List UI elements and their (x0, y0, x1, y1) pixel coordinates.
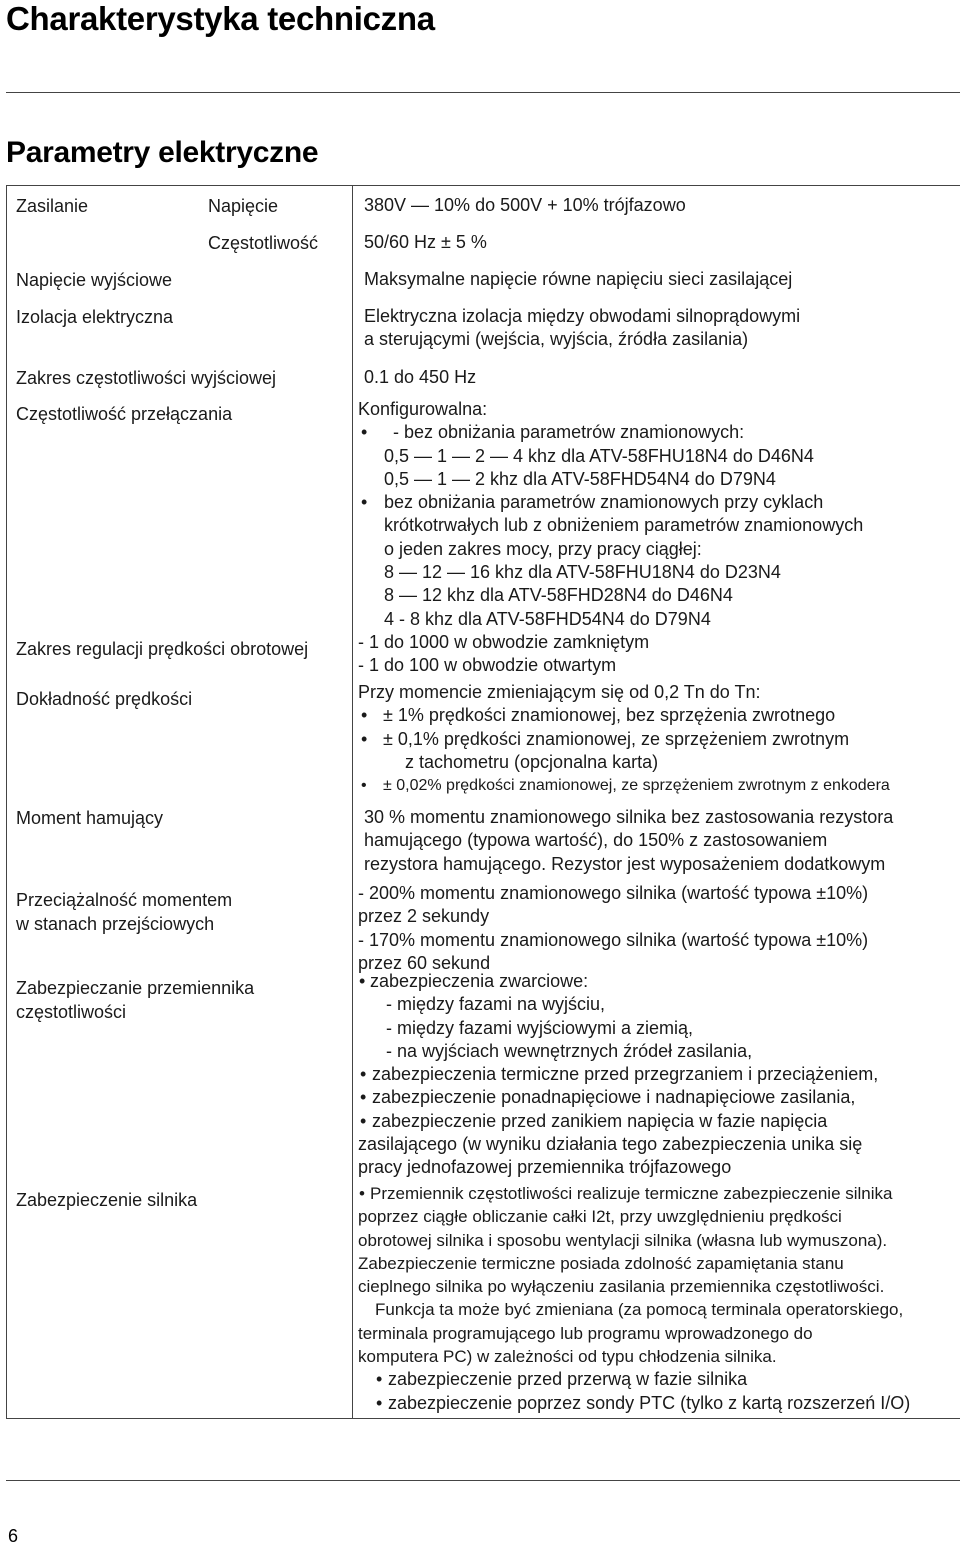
section-title: Parametry elektryczne (6, 136, 319, 169)
row-label-insulation: Izolacja elektryczna (16, 307, 174, 327)
insulation-value: Elektryczna izolacja między obwodami silnoprądowymi a sterującymi (wejścia, wyjścia, źródła zasilania) (364, 306, 801, 350)
row-label-speed-range: Zakres regulacji prędkości obrotowej (16, 639, 309, 659)
bullet-icon: • (361, 728, 368, 749)
bullet-icon: • (359, 1184, 365, 1203)
bullet-icon: • (361, 705, 368, 726)
switching-freq-value: Konfigurowalna: • - bez obniżania parametrów znamionowych: 0,5 — 1 — 2 — 4 khz dla ATV-58FHU18N4 do D46N4 0,5 — 1 — 2 khz dla ATV-58FHD54N4 do D79N4 • bez obniżania parametrów znamionowych przy cyklach krótkotrwałych lub z obniżeniem parametrów znamionowych o jeden zakres mocy, przy pracy ciągłej: 8 — 12 — 16 khz dla ATV-58FHU18N4 do D23N4 8 — 12 khz dla ATV-58FHD28N4 do D46N4 4 - 8 khz dla ATV-58FHD54N4 do D79N4 (358, 399, 864, 629)
page-title: Charakterystyka techniczna (6, 0, 435, 37)
bullet-icon: • (376, 1392, 383, 1413)
row-label-motor-protection: Zabezpieczenie silnika (16, 1190, 198, 1210)
overload-value: - 200% momentu znamionowego silnika (wartość typowa ±10%) przez 2 sekundy - 170% momentu znamionowego silnika (wartość typowa ±10%) przez 60 sekund (358, 883, 869, 973)
row-label-braking-torque: Moment hamujący (16, 808, 164, 828)
row-sublabel-frequency: Częstotliwość (208, 233, 319, 253)
bullet-icon: • (360, 1087, 367, 1108)
row-label-switching-freq: Częstotliwość przełączania (16, 404, 233, 424)
bullet-icon: • (360, 1064, 367, 1085)
bullet-icon: • (361, 422, 368, 443)
table-top-border (6, 185, 960, 186)
speed-range-value: - 1 do 1000 w obwodzie zamkniętym - 1 do 100 w obwodzie otwartym (358, 632, 650, 676)
row-label-overload: Przeciążalność momentem w stanach przejściowych (16, 890, 233, 934)
row-label-inverter-protection: Zabezpieczanie przemiennika częstotliwości (16, 978, 255, 1022)
table-bottom-border (6, 1418, 960, 1419)
bullet-icon: • (361, 492, 368, 513)
table-left-border (6, 185, 7, 1418)
row-sublabel-voltage: Napięcie (208, 196, 279, 216)
bullet-icon: • (359, 971, 366, 991)
output-voltage-value: Maksymalne napięcie równe napięciu sieci zasilającej (364, 269, 793, 289)
row-label-output-voltage: Napięcie wyjściowe (16, 270, 173, 290)
speed-accuracy-value: Przy momencie zmieniającym się od 0,2 Tn do Tn: • ± 1% prędkości znamionowej, bez sprzężenia zwrotnego • ± 0,1% prędkości znamionowej, ze sprzężeniem zwrotnym z tachometru (opcjonalna karta) • ± 0,02% prędkości znamionowej, ze sprzężeniem zwrotnym z enkodera (358, 681, 953, 797)
row-label-speed-accuracy: Dokładność prędkości (16, 689, 193, 709)
bullet-icon: • (376, 1369, 383, 1390)
supply-frequency-value: 50/60 Hz ± 5 % (364, 232, 487, 252)
motor-protection-value: • Przemiennik częstotliwości realizuje termiczne zabezpieczenie silnika poprzez ciągłe obliczanie całki I2t, przy uwzględnieniu prędkości obrotowej silnika i sposobu wentylacji silnika (własna lub wymuszona). Zabezpieczenie termiczne posiada zdolność zapamiętania stanu cieplnego silnika po wyłączeniu zasilania przemiennika częstotliwości. Funkcja ta może być zmieniana (za pomocą terminala operatorskiego, terminala programującego lub programu wprowadzonego do komputera PC) w zależności od typu chłodzenia silnika. • zabezpieczenie przed przerwą w fazie silnika • zabezpieczenie poprzez sondy PTC (tylko z kartą rozszerzeń I/O) (358, 1182, 956, 1415)
table-column-divider (352, 185, 353, 1418)
supply-voltage-value: 380V — 10% do 500V + 10% trójfazowo (364, 195, 686, 215)
footer-divider (6, 1480, 960, 1481)
row-label-supply: Zasilanie (16, 196, 89, 216)
page-number: 6 (8, 1526, 19, 1546)
braking-torque-value: 30 % momentu znamionowego silnika bez zastosowania rezystora hamującego (typowa wartość), do 150% z zastosowaniem rezystora hamującego. Rezystor jest wyposażeniem dodatkowym (364, 807, 894, 874)
bullet-icon: • (361, 777, 367, 795)
output-freq-range-value: 0.1 do 450 Hz (364, 367, 477, 387)
row-label-output-freq-range: Zakres częstotliwości wyjściowej (16, 368, 277, 388)
inverter-protection-value: • zabezpieczenia zwarciowe: - między fazami na wyjściu, - między fazami wyjściowymi a ziemią, - na wyjściach wewnętrznych źródeł zasilania, • zabezpieczenia termiczne przed przegrzaniem i przeciążeniem, • zabezpieczenie ponadnapięciowe i nadnapięciowe zasilania, • zabezpieczenie przed zanikiem napięcia w fazie napięcia zasilającego (w wyniku działania tego zabezpieczenia unika się pracy jednofazowej przemiennika trójfazowego (358, 971, 879, 1178)
bullet-icon: • (360, 1110, 367, 1131)
title-divider (6, 92, 960, 93)
